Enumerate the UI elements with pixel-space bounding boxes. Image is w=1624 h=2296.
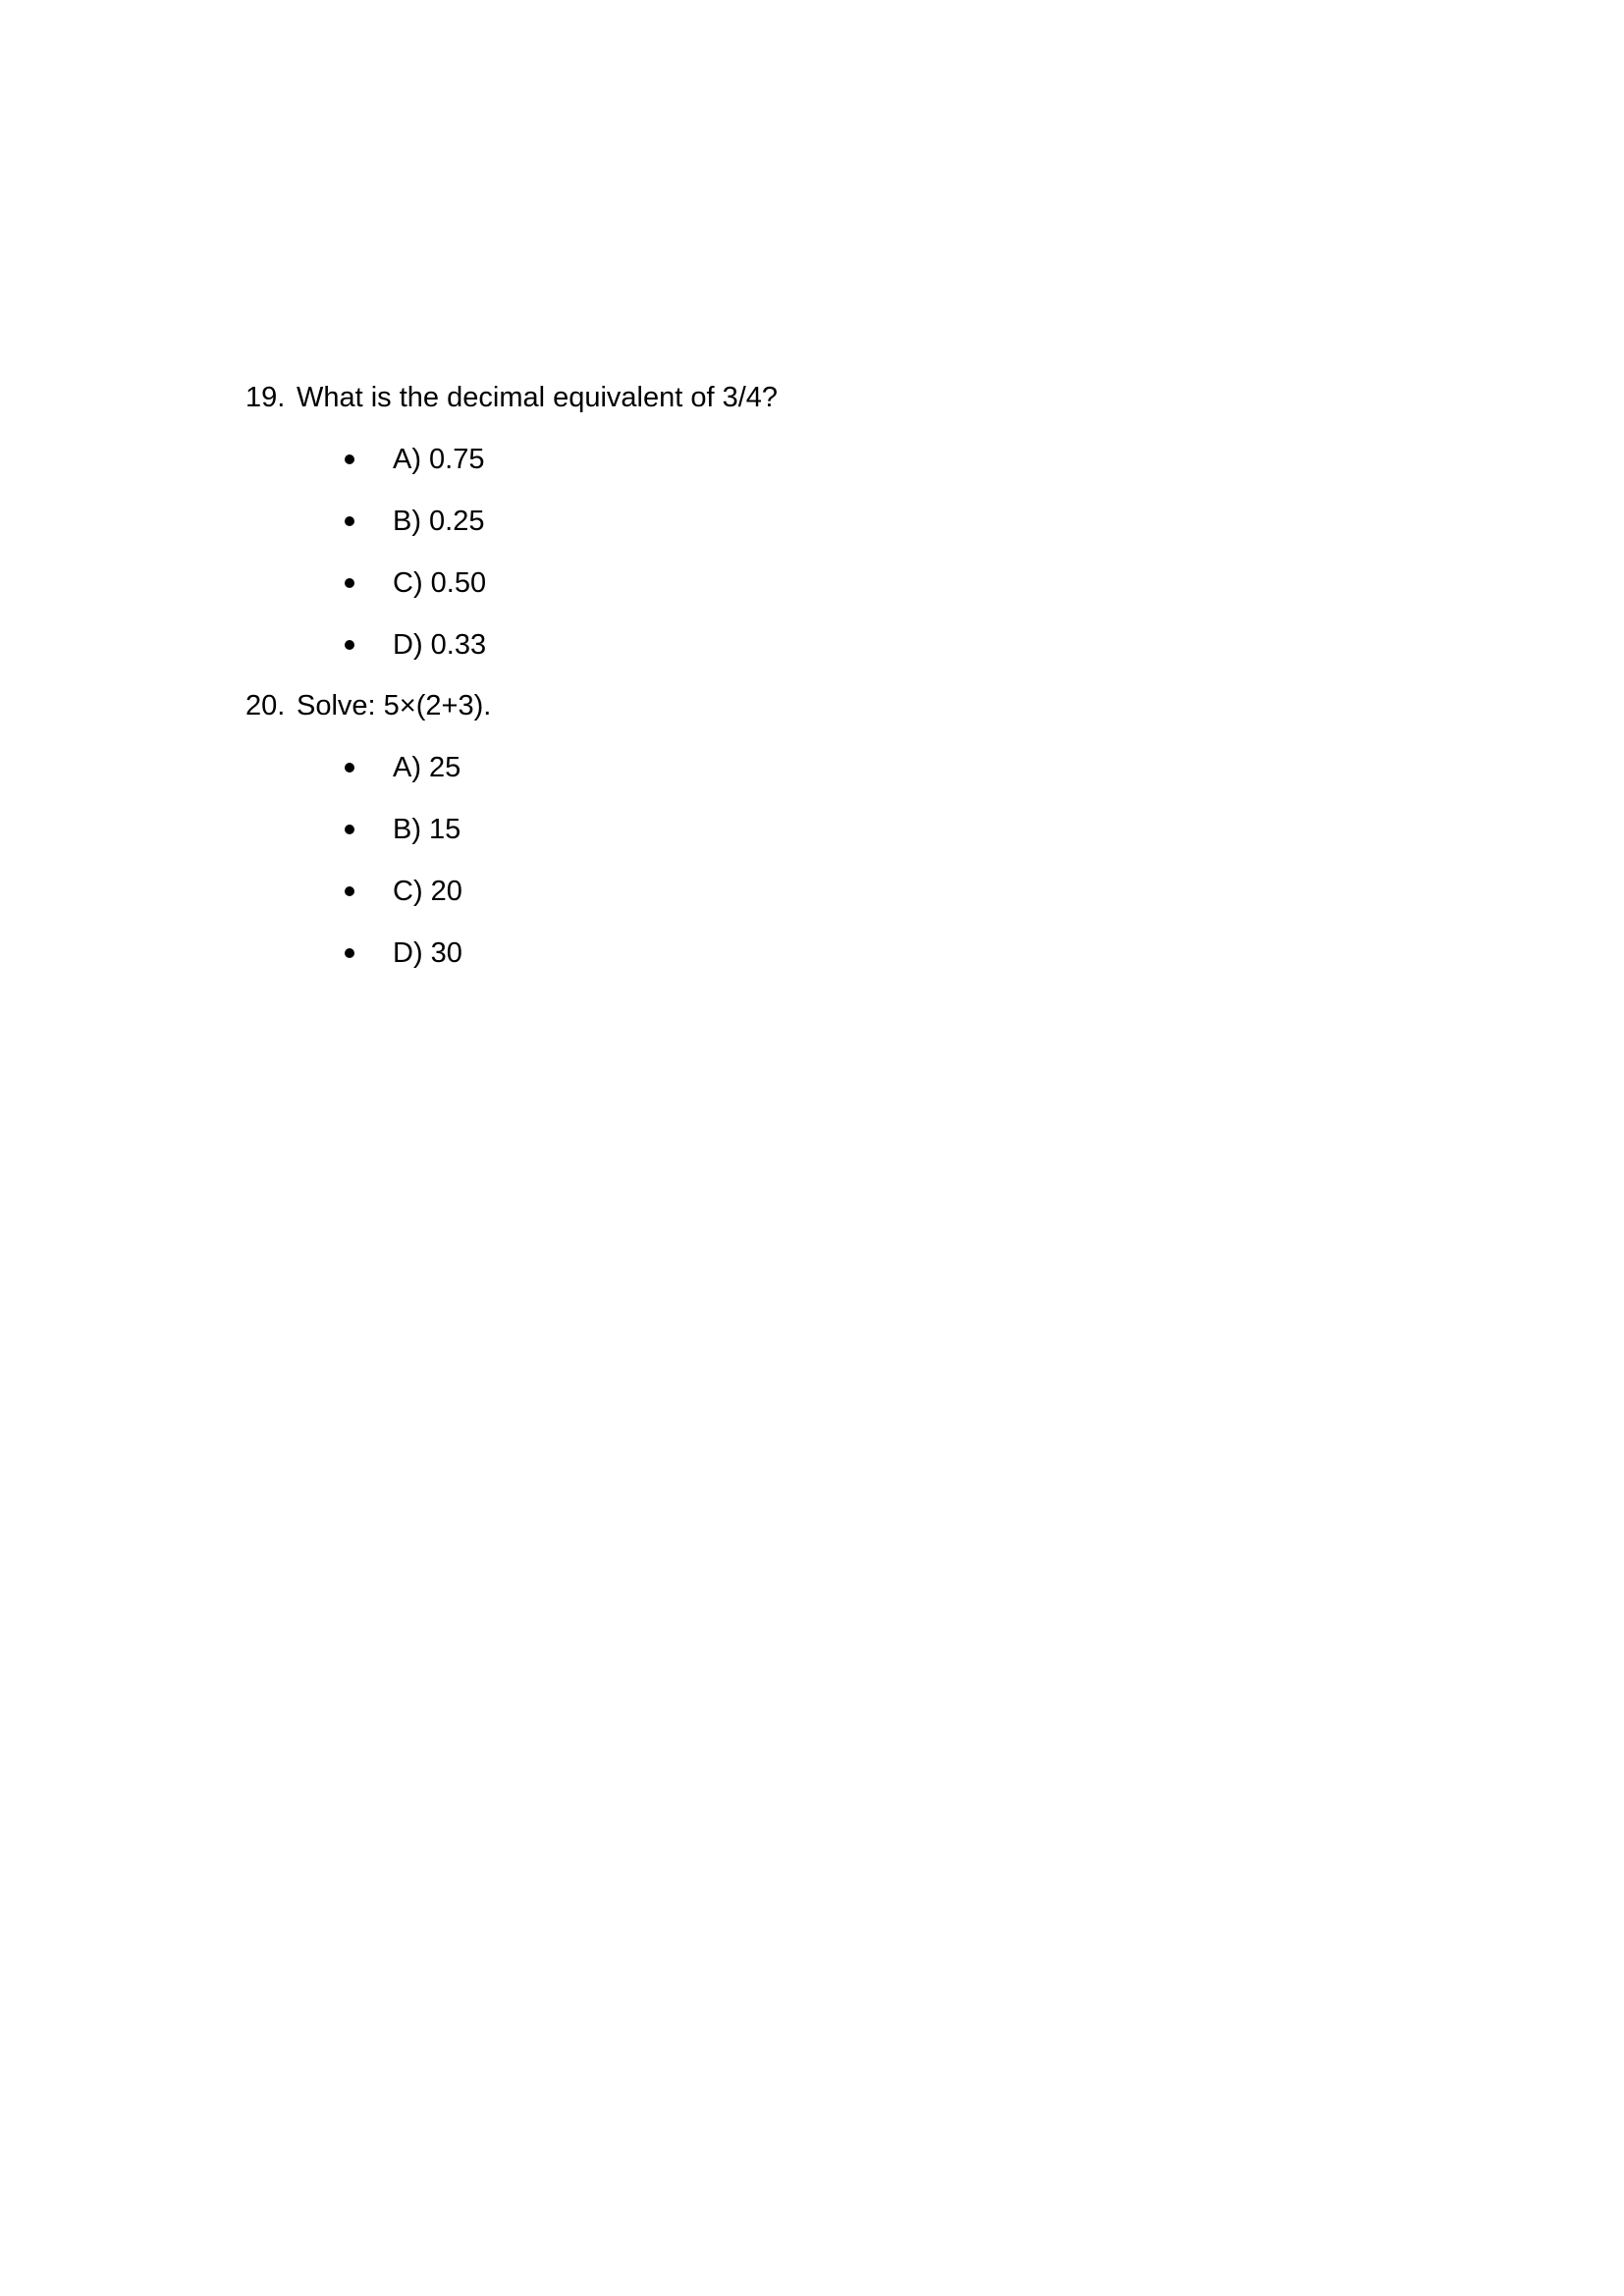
- option-label: D) 30: [393, 937, 462, 969]
- option-c: [245, 873, 1424, 910]
- option-label: C) 0.50: [393, 567, 487, 599]
- option-label: A) 0.75: [393, 444, 485, 475]
- option-label: D) 0.33: [393, 629, 487, 661]
- question-number: 20.: [245, 690, 286, 721]
- question-number: 19.: [245, 382, 286, 413]
- bullet-icon: [345, 763, 354, 773]
- option-label: A) 25: [393, 752, 461, 783]
- question-text: What is the decimal equivalent of 3/4?: [297, 382, 779, 413]
- bullet-icon: [345, 886, 354, 896]
- option-a: [245, 441, 1424, 478]
- option-b: [245, 811, 1424, 848]
- question-20: [245, 687, 1424, 972]
- bullet-icon: [345, 578, 354, 588]
- option-a: [245, 749, 1424, 786]
- option-list: [245, 441, 1424, 664]
- option-list: [245, 749, 1424, 972]
- bullet-icon: [345, 640, 354, 650]
- option-label: C) 20: [393, 876, 462, 907]
- option-label: B) 0.25: [393, 506, 485, 537]
- option-c: [245, 564, 1424, 602]
- option-b: [245, 503, 1424, 540]
- option-label: B) 15: [393, 814, 461, 845]
- question-line: [245, 379, 1424, 416]
- question-text: Solve: 5×(2+3).: [297, 690, 492, 721]
- bullet-icon: [345, 948, 354, 958]
- question-19: [245, 379, 1424, 664]
- option-d: [245, 934, 1424, 972]
- question-line: [245, 687, 1424, 724]
- bullet-icon: [345, 516, 354, 526]
- bullet-icon: [345, 454, 354, 464]
- bullet-icon: [345, 825, 354, 834]
- option-d: [245, 626, 1424, 664]
